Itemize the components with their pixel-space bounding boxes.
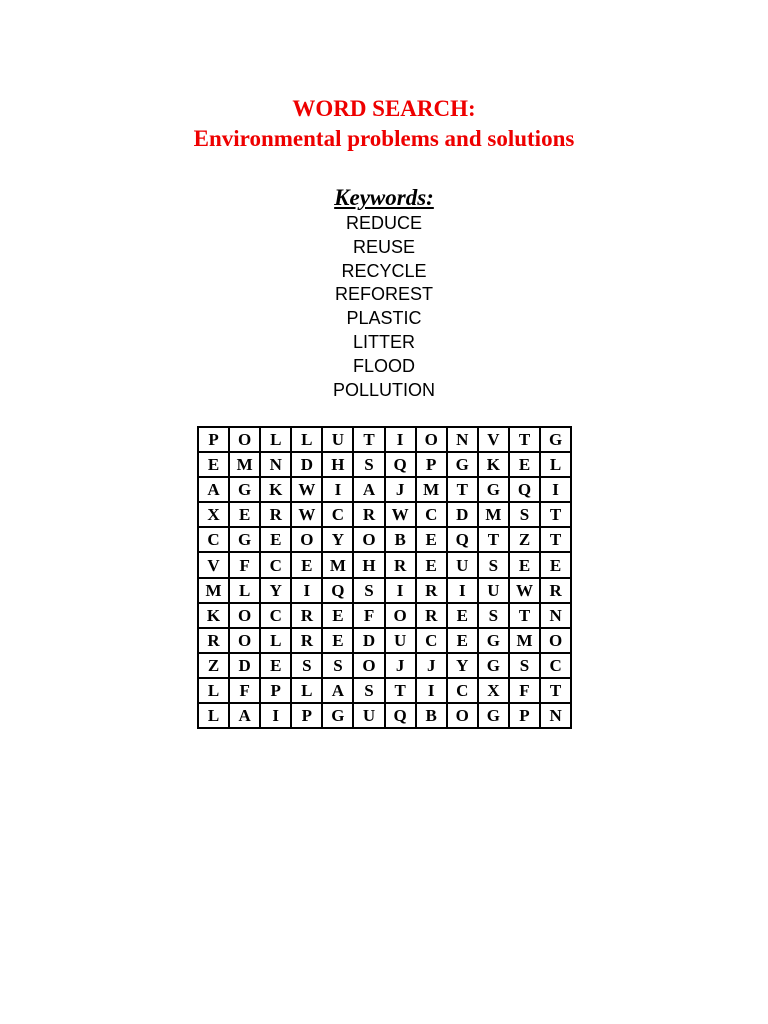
grid-cell: K xyxy=(478,452,509,477)
grid-row xyxy=(198,603,571,628)
grid-cell: E xyxy=(416,552,447,577)
grid-cell: I xyxy=(322,477,353,502)
grid-cell: J xyxy=(416,653,447,678)
grid-cell: T xyxy=(540,527,571,552)
grid-cell: W xyxy=(509,578,540,603)
grid-cell: G xyxy=(478,477,509,502)
grid-cell: E xyxy=(447,628,478,653)
grid-cell: E xyxy=(260,653,291,678)
grid-row xyxy=(198,552,571,577)
grid-cell: Q xyxy=(385,452,416,477)
grid-cell: E xyxy=(509,452,540,477)
grid-cell: I xyxy=(260,703,291,728)
grid-cell: S xyxy=(509,502,540,527)
grid-cell: G xyxy=(540,427,571,452)
grid-cell: O xyxy=(447,703,478,728)
grid-cell: T xyxy=(540,678,571,703)
grid-cell: M xyxy=(416,477,447,502)
grid-cell: A xyxy=(353,477,384,502)
grid-cell: O xyxy=(229,603,260,628)
grid-cell: K xyxy=(198,603,229,628)
grid-cell: L xyxy=(198,703,229,728)
grid-cell: R xyxy=(385,552,416,577)
grid-cell: W xyxy=(291,502,322,527)
grid-cell: F xyxy=(229,678,260,703)
grid-cell: R xyxy=(198,628,229,653)
grid-cell: H xyxy=(353,552,384,577)
grid-cell: R xyxy=(291,628,322,653)
grid-cell: B xyxy=(385,527,416,552)
grid-cell: V xyxy=(198,552,229,577)
grid-cell: E xyxy=(540,552,571,577)
grid-cell: T xyxy=(540,502,571,527)
grid-cell: G xyxy=(478,653,509,678)
grid-cell: A xyxy=(198,477,229,502)
grid-cell: W xyxy=(385,502,416,527)
grid-cell: E xyxy=(229,502,260,527)
grid-cell: L xyxy=(540,452,571,477)
grid-cell: H xyxy=(322,452,353,477)
grid-cell: L xyxy=(260,427,291,452)
grid-row xyxy=(198,427,571,452)
grid-cell: G xyxy=(229,477,260,502)
grid-cell: I xyxy=(385,578,416,603)
grid-cell: X xyxy=(198,502,229,527)
grid-cell: C xyxy=(416,628,447,653)
grid-cell: U xyxy=(447,552,478,577)
grid-body xyxy=(198,427,571,728)
grid-cell: I xyxy=(416,678,447,703)
grid-cell: O xyxy=(353,653,384,678)
grid-cell: S xyxy=(322,653,353,678)
grid-row xyxy=(198,502,571,527)
grid-cell: S xyxy=(353,578,384,603)
grid-cell: X xyxy=(478,678,509,703)
grid-row xyxy=(198,452,571,477)
grid-cell: T xyxy=(353,427,384,452)
grid-cell: O xyxy=(291,527,322,552)
grid-cell: P xyxy=(416,452,447,477)
grid-cell: E xyxy=(322,603,353,628)
grid-cell: D xyxy=(447,502,478,527)
grid-cell: P xyxy=(509,703,540,728)
grid-cell: R xyxy=(540,578,571,603)
grid-cell: P xyxy=(198,427,229,452)
grid-cell: C xyxy=(198,527,229,552)
grid-cell: U xyxy=(478,578,509,603)
grid-cell: E xyxy=(291,552,322,577)
grid-cell: M xyxy=(322,552,353,577)
word-search-grid xyxy=(197,426,572,729)
grid-cell: M xyxy=(198,578,229,603)
grid-cell: A xyxy=(229,703,260,728)
grid-cell: Q xyxy=(509,477,540,502)
grid-cell: D xyxy=(353,628,384,653)
grid-cell: S xyxy=(291,653,322,678)
grid-cell: C xyxy=(260,603,291,628)
grid-cell: G xyxy=(478,703,509,728)
grid-cell: I xyxy=(385,427,416,452)
grid-cell: E xyxy=(509,552,540,577)
grid-cell: I xyxy=(447,578,478,603)
grid-cell: W xyxy=(291,477,322,502)
grid-row xyxy=(198,628,571,653)
grid-cell: O xyxy=(385,603,416,628)
grid-cell: O xyxy=(229,427,260,452)
grid-cell: D xyxy=(229,653,260,678)
grid-cell: T xyxy=(478,527,509,552)
grid-cell: G xyxy=(447,452,478,477)
grid-row xyxy=(198,578,571,603)
grid-cell: R xyxy=(416,603,447,628)
grid-cell: G xyxy=(322,703,353,728)
grid-cell: S xyxy=(353,452,384,477)
grid-cell: E xyxy=(260,527,291,552)
grid-cell: E xyxy=(322,628,353,653)
grid-row xyxy=(198,703,571,728)
grid-cell: F xyxy=(353,603,384,628)
grid-cell: R xyxy=(291,603,322,628)
grid-cell: Q xyxy=(447,527,478,552)
grid-cell: I xyxy=(540,477,571,502)
grid-cell: E xyxy=(416,527,447,552)
grid-cell: Z xyxy=(198,653,229,678)
grid-cell: I xyxy=(291,578,322,603)
grid-cell: O xyxy=(353,527,384,552)
grid-cell: Z xyxy=(509,527,540,552)
grid-cell: G xyxy=(229,527,260,552)
keyword-item: REFOREST xyxy=(334,284,433,305)
grid-cell: Y xyxy=(322,527,353,552)
grid-cell: O xyxy=(540,628,571,653)
worksheet-subtitle: Environmental problems and solutions xyxy=(193,126,575,151)
keyword-item: POLLUTION xyxy=(332,379,436,400)
grid-cell: N xyxy=(447,427,478,452)
grid-cell: V xyxy=(478,427,509,452)
grid-cell: T xyxy=(447,477,478,502)
grid-cell: C xyxy=(260,552,291,577)
grid-cell: L xyxy=(291,427,322,452)
grid-cell: F xyxy=(509,678,540,703)
grid-cell: U xyxy=(353,703,384,728)
keyword-item: RECYCLE xyxy=(341,260,427,281)
grid-cell: N xyxy=(260,452,291,477)
grid-cell: O xyxy=(416,427,447,452)
grid-cell: L xyxy=(260,628,291,653)
grid-cell: Y xyxy=(260,578,291,603)
keyword-item: PLASTIC xyxy=(346,308,422,329)
grid-cell: Q xyxy=(322,578,353,603)
grid-cell: J xyxy=(385,653,416,678)
grid-cell: K xyxy=(260,477,291,502)
grid-cell: E xyxy=(198,452,229,477)
grid-cell: U xyxy=(322,427,353,452)
grid-cell: S xyxy=(353,678,384,703)
grid-cell: T xyxy=(509,603,540,628)
grid-cell: E xyxy=(447,603,478,628)
grid-row xyxy=(198,678,571,703)
grid-cell: L xyxy=(291,678,322,703)
grid-cell: S xyxy=(478,603,509,628)
grid-cell: O xyxy=(229,628,260,653)
keywords-heading: Keywords: xyxy=(334,185,434,210)
grid-cell: Q xyxy=(385,703,416,728)
grid-row xyxy=(198,477,571,502)
keyword-item: REDUCE xyxy=(345,213,422,233)
grid-cell: U xyxy=(385,628,416,653)
grid-cell: T xyxy=(385,678,416,703)
grid-cell: G xyxy=(478,628,509,653)
grid-cell: Y xyxy=(447,653,478,678)
grid-cell: B xyxy=(416,703,447,728)
grid-cell: A xyxy=(322,678,353,703)
grid-cell: L xyxy=(198,678,229,703)
grid-cell: F xyxy=(229,552,260,577)
grid-cell: R xyxy=(353,502,384,527)
grid-cell: N xyxy=(540,703,571,728)
grid-cell: D xyxy=(291,452,322,477)
keyword-item: LITTER xyxy=(352,331,415,352)
grid-cell: M xyxy=(229,452,260,477)
grid-cell: S xyxy=(478,552,509,577)
grid-row xyxy=(198,653,571,678)
grid-cell: C xyxy=(447,678,478,703)
grid-cell: C xyxy=(322,502,353,527)
grid-cell: C xyxy=(416,502,447,527)
grid-cell: P xyxy=(260,678,291,703)
grid-cell: T xyxy=(509,427,540,452)
grid-cell: R xyxy=(260,502,291,527)
grid-cell: R xyxy=(416,578,447,603)
grid-cell: P xyxy=(291,703,322,728)
keyword-item: FLOOD xyxy=(352,355,415,376)
grid-cell: C xyxy=(540,653,571,678)
worksheet-title: WORD SEARCH: xyxy=(292,96,476,121)
grid-cell: M xyxy=(478,502,509,527)
grid-cell: N xyxy=(540,603,571,628)
keyword-item: REUSE xyxy=(352,236,415,257)
grid-cell: J xyxy=(385,477,416,502)
grid-cell: M xyxy=(509,628,540,653)
grid-cell: S xyxy=(509,653,540,678)
grid-cell: L xyxy=(229,578,260,603)
grid-row xyxy=(198,527,571,552)
keywords-list xyxy=(0,212,768,402)
